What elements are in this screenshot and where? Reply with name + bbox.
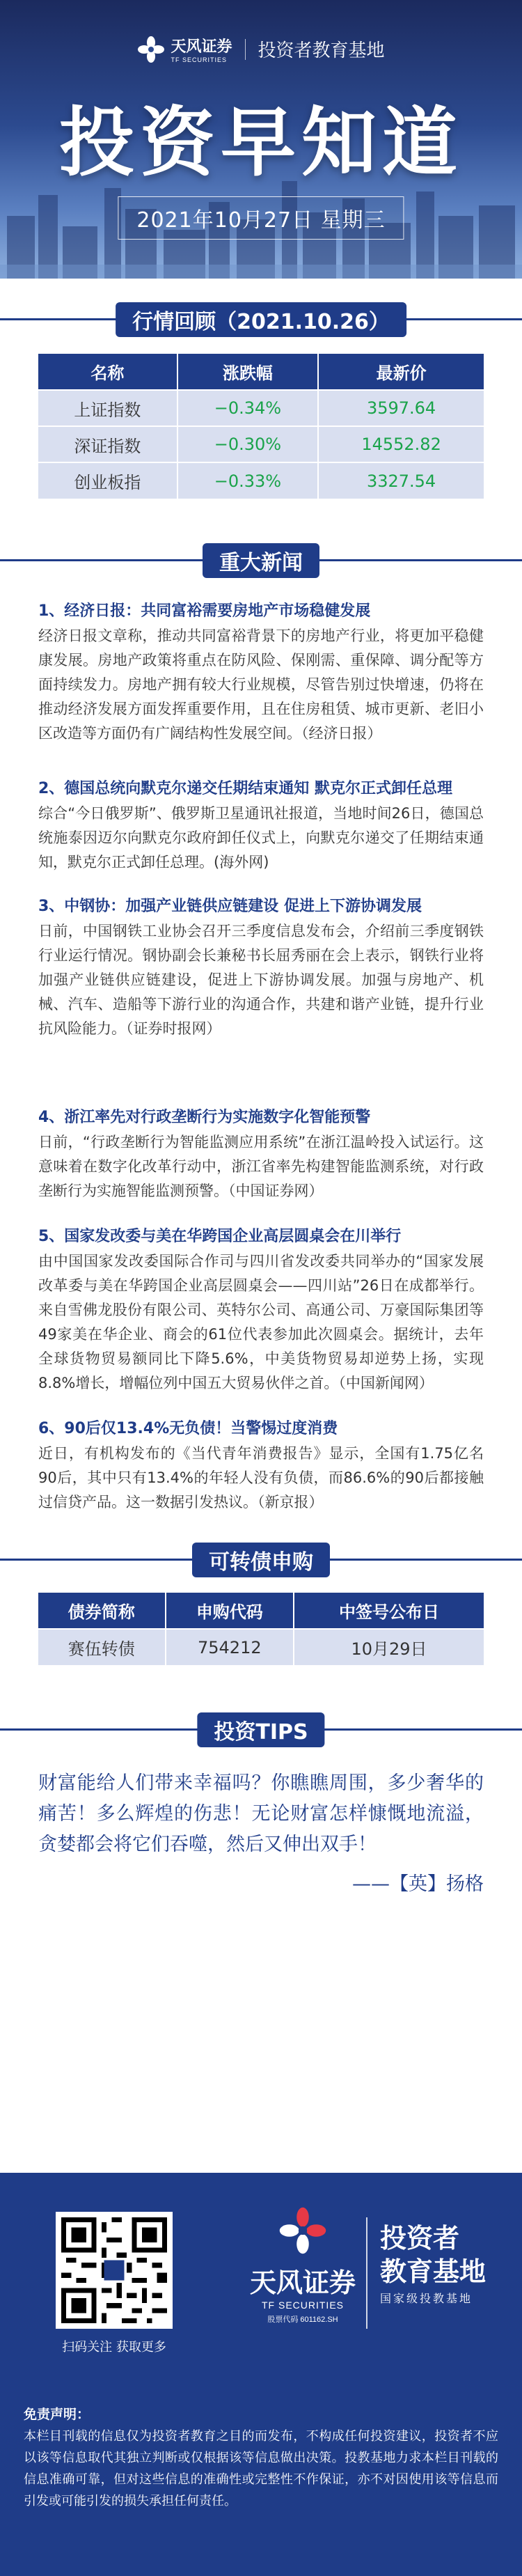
news-section-header bbox=[0, 539, 522, 581]
footer-base-line1: 投资者 bbox=[380, 2223, 460, 2254]
table-row bbox=[38, 390, 484, 426]
news-item bbox=[38, 1224, 484, 1396]
footer-base-sub: 国家级投教基地 bbox=[380, 2292, 473, 2305]
column-header: 最新价 bbox=[318, 354, 484, 390]
column-header: 申购代码 bbox=[166, 1593, 294, 1629]
news-item bbox=[38, 1105, 484, 1203]
footer-logo bbox=[244, 2206, 362, 2325]
brand-sub: TF SECURITIES bbox=[171, 56, 227, 63]
news-body: 由中国国家发改委国际合作司与四川省发改委共同举办的“国家发展改革委与美在华跨国企业高层圆桌会——四川站”26日在成都举行。来自雪佛龙股份有限公司、英特尔公司、高通公司、万豪国际集团等49家美在华企业、商会的61位代表参加此次圆桌会。据统计，去年全球货物贸易额同比下降5.6%，中美货物贸易却逆势上扬，实现8.8%增长，增幅位列中国五大贸易伙伴之首。（中国新闻网） bbox=[38, 1253, 484, 1391]
index-price: 3327.54 bbox=[318, 462, 484, 499]
column-header: 中签号公布日 bbox=[294, 1593, 484, 1629]
disclaimer bbox=[24, 2404, 498, 2512]
disclaimer-title: 免责声明： bbox=[24, 2407, 90, 2422]
footer bbox=[0, 2173, 522, 2576]
header-banner bbox=[0, 0, 522, 279]
tips-quote: 财富能给人们带来幸福吗？你瞧瞧周围，多少奢华的痛苦！多么辉煌的伤悲！无论财富怎样慷慨地流溢，贪婪都会将它们吞噬，然后又伸出双手！ bbox=[38, 1772, 484, 1855]
news-item bbox=[38, 599, 484, 746]
bond-date: 10月29日 bbox=[294, 1629, 484, 1665]
footer-base bbox=[380, 2222, 486, 2309]
brand-row bbox=[0, 35, 522, 63]
column-header: 名称 bbox=[38, 354, 177, 390]
index-change: −0.30% bbox=[177, 426, 318, 462]
column-header: 涨跌幅 bbox=[177, 354, 318, 390]
bonds-section-title: 可转债申购 bbox=[192, 1543, 330, 1577]
date-label: 2021年10月27日 星期三 bbox=[118, 196, 404, 240]
bond-name: 赛伍转债 bbox=[38, 1629, 166, 1665]
news-title: 3、中钢协：加强产业链供应链建设 促进上下游协调发展 bbox=[38, 898, 422, 915]
news-body: 日前，中国钢铁工业协会召开三季度信息发布会，介绍前三季度钢铁行业运行情况。钢协副会长兼秘书长屈秀丽在会上表示，钢铁行业将加强产业链供应链建设，促进上下游协调发展。加强与房地产、机械、汽车、造船等下游行业的沟通合作，共建和谐产业链，提升行业抗风险能力。（证券时报网） bbox=[38, 923, 484, 1037]
news-title: 1、经济日报：共同富裕需要房地产市场稳健发展 bbox=[38, 602, 371, 620]
footer-divider bbox=[366, 2217, 367, 2329]
brand-name: 天风证券 bbox=[171, 38, 232, 56]
market-table-wrap bbox=[0, 340, 522, 499]
index-name: 深证指数 bbox=[38, 426, 177, 462]
footer-brand-sub: TF SECURITIES bbox=[261, 2300, 344, 2311]
qr-code[interactable] bbox=[56, 2212, 173, 2329]
news-item bbox=[38, 1416, 484, 1515]
tips-section-title: 投资TIPS bbox=[197, 1712, 324, 1747]
news-title: 2、德国总统向默克尔递交任期结束通知 默克尔正式卸任总理 bbox=[38, 780, 452, 797]
disclaimer-body: 本栏目刊载的信息仅为投资者教育之目的而发布，不构成任何投资建议，投资者不应以该等信息取代其独立判断或仅根据该等信息做出决策。投教基地力求本栏目刊载的信息准确可靠，但对这些信息的准确性或完整性不作保证，亦不对因使用该等信息而引发或可能引发的损失承担任何责任。 bbox=[24, 2429, 498, 2508]
index-name: 上证指数 bbox=[38, 390, 177, 426]
flower-logo-icon bbox=[137, 36, 165, 63]
news-item bbox=[38, 776, 484, 875]
market-section-title: 行情回顾（2021.10.26） bbox=[116, 302, 406, 337]
index-price: 14552.82 bbox=[318, 426, 484, 462]
bonds-section-header bbox=[0, 1538, 522, 1580]
news-title: 5、国家发改委与美在华跨国企业高层圆桌会在川举行 bbox=[38, 1228, 402, 1245]
footer-stock-code: 股票代码 601162.SH bbox=[267, 2316, 338, 2324]
index-price: 3597.64 bbox=[318, 390, 484, 426]
news-item bbox=[38, 894, 484, 1041]
news-body: 综合“今日俄罗斯”、俄罗斯卫星通讯社报道，当地时间26日，德国总统施泰因迈尔向默克尔政府卸任仪式上，向默克尔递交了任期结束通知，默克尔正式卸任总理。(海外网) bbox=[38, 805, 484, 871]
news-title: 4、浙江率先对行政垄断行为实施数字化智能预警 bbox=[38, 1109, 371, 1126]
bond-table-wrap bbox=[0, 1580, 522, 1665]
brand-base: 投资者教育基地 bbox=[258, 40, 385, 61]
table-row bbox=[38, 426, 484, 462]
index-change: −0.34% bbox=[177, 390, 318, 426]
market-table bbox=[38, 354, 484, 499]
table-row bbox=[38, 462, 484, 499]
news-list bbox=[0, 581, 522, 1515]
tips-author: ——【英】扬格 bbox=[352, 1873, 484, 1895]
tips-block bbox=[0, 1750, 522, 1896]
footer-brand-name: 天风证券 bbox=[249, 2267, 356, 2298]
qr-caption: 扫码关注 获取更多 bbox=[62, 2340, 166, 2355]
index-change: −0.33% bbox=[177, 462, 318, 499]
news-body: 近日，有机构发布的《当代青年消费报告》显示，全国有1.75亿名90后，其中只有13.4%的年轻人没有负债，而86.6%的90后都接触过信贷产品。这一数据引发热议。（新京报） bbox=[38, 1445, 484, 1511]
table-row bbox=[38, 1629, 484, 1665]
news-section-title: 重大新闻 bbox=[203, 543, 319, 578]
market-section-header bbox=[0, 298, 522, 340]
index-name: 创业板指 bbox=[38, 462, 177, 499]
flower-logo-icon bbox=[278, 2206, 327, 2255]
bond-table-header bbox=[38, 1593, 484, 1629]
qr-code-icon bbox=[61, 2217, 167, 2323]
bond-table bbox=[38, 1593, 484, 1665]
tips-section-header bbox=[0, 1708, 522, 1750]
brand-divider bbox=[245, 39, 246, 60]
brand-logo bbox=[137, 35, 232, 63]
news-title: 6、90后仅13.4%无负债！当警惕过度消费 bbox=[38, 1420, 338, 1437]
news-body: 经济日报文章称，推动共同富裕背景下的房地产行业，将更加平稳健康发展。房地产政策将重点在防风险、保刚需、重保障、调分配等方面持续发力。房地产拥有较大行业规模，尽管告别过快增速，仍将在推动经济发展方面发挥重要作用，且在住房租赁、城市更新、老旧小区改造等方面仍有广阔结构性发展空间。（经济日报） bbox=[38, 627, 484, 742]
footer-base-line2: 教育基地 bbox=[380, 2256, 487, 2287]
news-body: 日前，“行政垄断行为智能监测应用系统”在浙江温岭投入试运行。这意味着在数字化改革行动中，浙江省率先构建智能监测系统，对行政垄断行为实施智能监测预警。（中国证券网） bbox=[38, 1134, 484, 1199]
market-table-header bbox=[38, 354, 484, 390]
column-header: 债券简称 bbox=[38, 1593, 166, 1629]
page-title: 投资早知道 bbox=[58, 100, 463, 187]
bond-code: 754212 bbox=[166, 1629, 294, 1665]
